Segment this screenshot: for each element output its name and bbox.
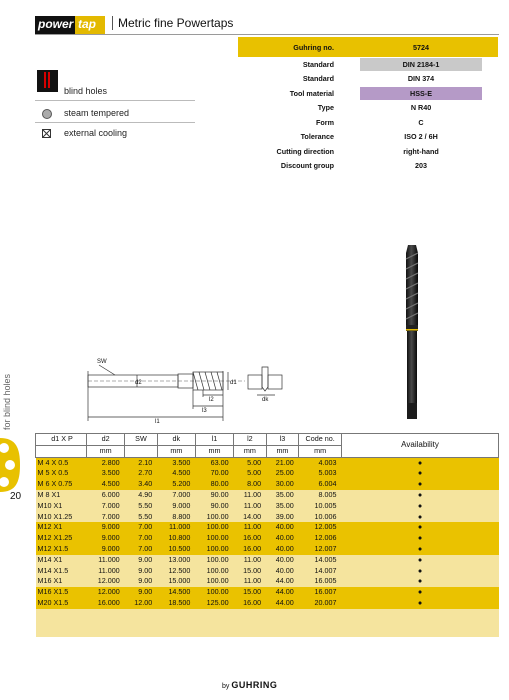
spec-value: HSS-E <box>360 87 482 100</box>
size-cell: M12 X1.25 <box>36 533 87 544</box>
value-cell: 9.000 <box>87 522 125 533</box>
spec-key: Standard <box>302 74 334 84</box>
availability-dot: ● <box>342 544 499 555</box>
table-row <box>36 598 499 609</box>
value-cell: 11.000 <box>87 555 125 566</box>
availability-dot: ● <box>342 587 499 598</box>
value-cell: 2.800 <box>87 457 125 468</box>
value-cell: 35.00 <box>266 490 299 501</box>
col-header: l3 <box>266 434 299 446</box>
spec-value: ISO 2 / 6H <box>404 132 438 142</box>
value-cell: 12.006 <box>299 533 342 544</box>
spec-row-tolerance <box>238 130 498 145</box>
value-cell: 80.00 <box>195 479 233 490</box>
table-row <box>36 555 499 566</box>
value-cell: 90.00 <box>195 501 233 512</box>
value-cell: 11.00 <box>234 490 267 501</box>
value-cell: 16.00 <box>234 598 267 609</box>
unit-cell: mm <box>234 445 267 457</box>
value-cell: 7.00 <box>125 522 158 533</box>
availability-dot: ● <box>342 457 499 468</box>
table-row <box>36 533 499 544</box>
value-cell: 40.00 <box>266 533 299 544</box>
value-cell: 16.000 <box>87 598 125 609</box>
value-cell: 40.00 <box>266 544 299 555</box>
value-cell: 12.00 <box>125 598 158 609</box>
availability-dot: ● <box>342 533 499 544</box>
value-cell: 10.800 <box>157 533 195 544</box>
value-cell: 44.00 <box>266 598 299 609</box>
empty-cell <box>36 623 499 637</box>
size-cell: M10 X1.25 <box>36 512 87 523</box>
col-header: l2 <box>234 434 267 446</box>
product-table <box>35 433 499 637</box>
value-cell: 44.00 <box>266 576 299 587</box>
legend-divider <box>35 100 195 101</box>
unit-cell: mm <box>87 445 125 457</box>
availability-dot: ● <box>342 501 499 512</box>
value-cell: 4.500 <box>157 468 195 479</box>
size-cell: M20 X1.5 <box>36 598 87 609</box>
value-cell: 4.500 <box>87 479 125 490</box>
value-cell: 10.500 <box>157 544 195 555</box>
spec-key: Type <box>317 103 334 113</box>
table-row <box>36 587 499 598</box>
table-row <box>36 544 499 555</box>
spec-value: right-hand <box>403 146 439 156</box>
table-row <box>36 490 499 501</box>
value-cell: 3.500 <box>157 457 195 468</box>
col-header: SW <box>125 434 158 446</box>
col-header: l1 <box>195 434 233 446</box>
table-row <box>36 512 499 523</box>
value-cell: 100.00 <box>195 566 233 577</box>
label-d1: d1 <box>230 380 237 386</box>
value-cell: 2.70 <box>125 468 158 479</box>
table-row <box>36 457 499 468</box>
legend-divider <box>35 122 195 123</box>
value-cell: 100.00 <box>195 512 233 523</box>
value-cell: 8.00 <box>234 479 267 490</box>
tap-tool-image <box>398 243 426 428</box>
value-cell: 18.500 <box>157 598 195 609</box>
table-row <box>36 468 499 479</box>
logo-tap-text: tap <box>78 17 96 31</box>
value-cell: 100.00 <box>195 587 233 598</box>
table-row <box>36 522 499 533</box>
label-sw: SW <box>97 359 107 365</box>
unit-cell: mm <box>157 445 195 457</box>
availability-dot: ● <box>342 566 499 577</box>
value-cell: 5.50 <box>125 512 158 523</box>
value-cell: 5.003 <box>299 468 342 479</box>
footer-brand <box>222 680 277 690</box>
value-cell: 40.00 <box>266 522 299 533</box>
availability-dot: ● <box>342 522 499 533</box>
value-cell: 40.00 <box>266 566 299 577</box>
value-cell: 7.00 <box>125 533 158 544</box>
value-cell: 70.00 <box>195 468 233 479</box>
value-cell: 11.000 <box>87 566 125 577</box>
spec-key: Guhring no. <box>293 42 334 52</box>
value-cell: 8.005 <box>299 490 342 501</box>
table-header-row <box>36 434 499 446</box>
value-cell: 35.00 <box>266 501 299 512</box>
value-cell: 40.00 <box>266 555 299 566</box>
unit-cell: mm <box>299 445 342 457</box>
value-cell: 9.000 <box>87 544 125 555</box>
size-cell: M 4 X 0.5 <box>36 457 87 468</box>
value-cell: 11.00 <box>234 576 267 587</box>
value-cell: 3.500 <box>87 468 125 479</box>
value-cell: 9.00 <box>125 576 158 587</box>
size-cell: M14 X1 <box>36 555 87 566</box>
value-cell: 15.00 <box>234 566 267 577</box>
logo-power-text: power <box>38 17 74 31</box>
table-row <box>36 479 499 490</box>
availability-dot: ● <box>342 576 499 587</box>
size-cell: M16 X1.5 <box>36 587 87 598</box>
value-cell: 16.00 <box>234 544 267 555</box>
size-cell: M 5 X 0.5 <box>36 468 87 479</box>
value-cell: 16.007 <box>299 587 342 598</box>
value-cell: 9.00 <box>125 566 158 577</box>
spec-value: 203 <box>415 161 427 171</box>
spec-value: N R40 <box>410 103 432 113</box>
blind-hole-icon <box>37 70 58 92</box>
spec-row-tool-material <box>238 86 498 101</box>
value-cell: 15.000 <box>157 576 195 587</box>
guhring-logo: GUHRING <box>231 680 278 690</box>
spec-table <box>238 37 498 173</box>
value-cell: 8.800 <box>157 512 195 523</box>
value-cell: 100.00 <box>195 576 233 587</box>
size-cell: M 8 X1 <box>36 490 87 501</box>
value-cell: 2.10 <box>125 457 158 468</box>
availability-dot: ● <box>342 512 499 523</box>
external-cooling-icon <box>42 129 51 138</box>
value-cell: 4.90 <box>125 490 158 501</box>
powertap-logo <box>35 16 105 34</box>
size-cell: M12 X1.5 <box>36 544 87 555</box>
col-header: Code no. <box>299 434 342 446</box>
value-cell: 7.00 <box>125 544 158 555</box>
value-cell: 12.000 <box>87 576 125 587</box>
spec-value: DIN 374 <box>407 74 435 84</box>
spec-key: Discount group <box>280 161 334 171</box>
value-cell: 100.00 <box>195 544 233 555</box>
availability-dot: ● <box>342 555 499 566</box>
label-l1: l1 <box>155 419 160 425</box>
label-l2: l2 <box>209 397 214 403</box>
label-d2: d2 <box>135 380 142 386</box>
value-cell: 39.00 <box>266 512 299 523</box>
spec-row-cutting-direction <box>238 144 498 159</box>
value-cell: 3.40 <box>125 479 158 490</box>
value-cell: 16.00 <box>234 533 267 544</box>
page-number: 20 <box>10 491 22 502</box>
table-row <box>36 576 499 587</box>
size-cell: M16 X1 <box>36 576 87 587</box>
value-cell: 12.007 <box>299 544 342 555</box>
value-cell: 7.000 <box>87 512 125 523</box>
value-cell: 5.00 <box>234 468 267 479</box>
empty-cell <box>36 609 499 623</box>
value-cell: 25.00 <box>266 468 299 479</box>
value-cell: 100.00 <box>195 522 233 533</box>
value-cell: 6.004 <box>299 479 342 490</box>
legend-external-cooling: external cooling <box>64 128 128 138</box>
value-cell: 5.50 <box>125 501 158 512</box>
spec-row-standard-1 <box>238 57 498 72</box>
value-cell: 14.007 <box>299 566 342 577</box>
technical-drawing <box>85 357 295 432</box>
value-cell: 100.00 <box>195 555 233 566</box>
spec-value: C <box>418 117 424 127</box>
value-cell: 11.000 <box>157 522 195 533</box>
value-cell: 12.500 <box>157 566 195 577</box>
label-dk: dk <box>262 397 269 403</box>
size-cell: M14 X1.5 <box>36 566 87 577</box>
value-cell: 20.007 <box>299 598 342 609</box>
footer-by: by <box>222 683 230 690</box>
empty-row <box>36 623 499 637</box>
spec-row-discount-group <box>238 159 498 174</box>
table-row <box>36 501 499 512</box>
value-cell: 7.000 <box>87 501 125 512</box>
value-cell: 100.00 <box>195 533 233 544</box>
spec-key: Tolerance <box>300 132 334 142</box>
spec-row-form <box>238 115 498 130</box>
value-cell: 5.00 <box>234 457 267 468</box>
legend-steam-tempered: steam tempered <box>64 108 130 118</box>
availability-dot: ● <box>342 479 499 490</box>
size-cell: M 6 X 0.75 <box>36 479 87 490</box>
value-cell: 9.000 <box>157 501 195 512</box>
value-cell: 11.00 <box>234 555 267 566</box>
value-cell: 14.00 <box>234 512 267 523</box>
value-cell: 90.00 <box>195 490 233 501</box>
col-header: d2 <box>87 434 125 446</box>
spec-row-guhring-no <box>238 37 498 57</box>
spec-key: Standard <box>302 59 334 69</box>
unit-cell <box>125 445 158 457</box>
col-header: dk <box>157 434 195 446</box>
value-cell: 9.00 <box>125 587 158 598</box>
size-cell: M10 X1 <box>36 501 87 512</box>
value-cell: 7.000 <box>157 490 195 501</box>
availability-dot: ● <box>342 468 499 479</box>
spec-key: Form <box>316 117 334 127</box>
legend-blind-holes: blind holes <box>64 86 108 96</box>
value-cell: 14.005 <box>299 555 342 566</box>
side-category-label: for blind holes <box>2 373 12 430</box>
unit-cell: mm <box>266 445 299 457</box>
value-cell: 63.00 <box>195 457 233 468</box>
value-cell: 10.006 <box>299 512 342 523</box>
availability-dot: ● <box>342 598 499 609</box>
spec-key: Cutting direction <box>276 146 334 156</box>
value-cell: 44.00 <box>266 587 299 598</box>
value-cell: 11.00 <box>234 501 267 512</box>
spec-value: 5724 <box>360 41 482 54</box>
value-cell: 125.00 <box>195 598 233 609</box>
value-cell: 13.000 <box>157 555 195 566</box>
spec-row-type <box>238 101 498 116</box>
value-cell: 11.00 <box>234 522 267 533</box>
table-row <box>36 566 499 577</box>
label-l3: l3 <box>202 408 207 414</box>
unit-cell <box>36 445 87 457</box>
side-tab-graphic <box>0 438 20 492</box>
value-cell: 4.003 <box>299 457 342 468</box>
availability-dot: ● <box>342 490 499 501</box>
unit-cell: mm <box>195 445 233 457</box>
value-cell: 15.00 <box>234 587 267 598</box>
page-title: Metric fine Powertaps <box>112 16 233 30</box>
value-cell: 9.000 <box>87 533 125 544</box>
availability-header: Availability <box>342 434 499 458</box>
value-cell: 6.000 <box>87 490 125 501</box>
value-cell: 16.005 <box>299 576 342 587</box>
empty-row <box>36 609 499 623</box>
size-cell: M12 X1 <box>36 522 87 533</box>
value-cell: 21.00 <box>266 457 299 468</box>
value-cell: 30.00 <box>266 479 299 490</box>
value-cell: 10.005 <box>299 501 342 512</box>
value-cell: 12.005 <box>299 522 342 533</box>
value-cell: 9.00 <box>125 555 158 566</box>
col-header: d1 X P <box>36 434 87 446</box>
value-cell: 5.200 <box>157 479 195 490</box>
steam-tempered-icon <box>42 109 52 119</box>
value-cell: 12.000 <box>87 587 125 598</box>
spec-value: DIN 2184-1 <box>360 58 482 71</box>
spec-row-standard-2 <box>238 72 498 87</box>
spec-key: Tool material <box>289 88 334 98</box>
value-cell: 14.500 <box>157 587 195 598</box>
